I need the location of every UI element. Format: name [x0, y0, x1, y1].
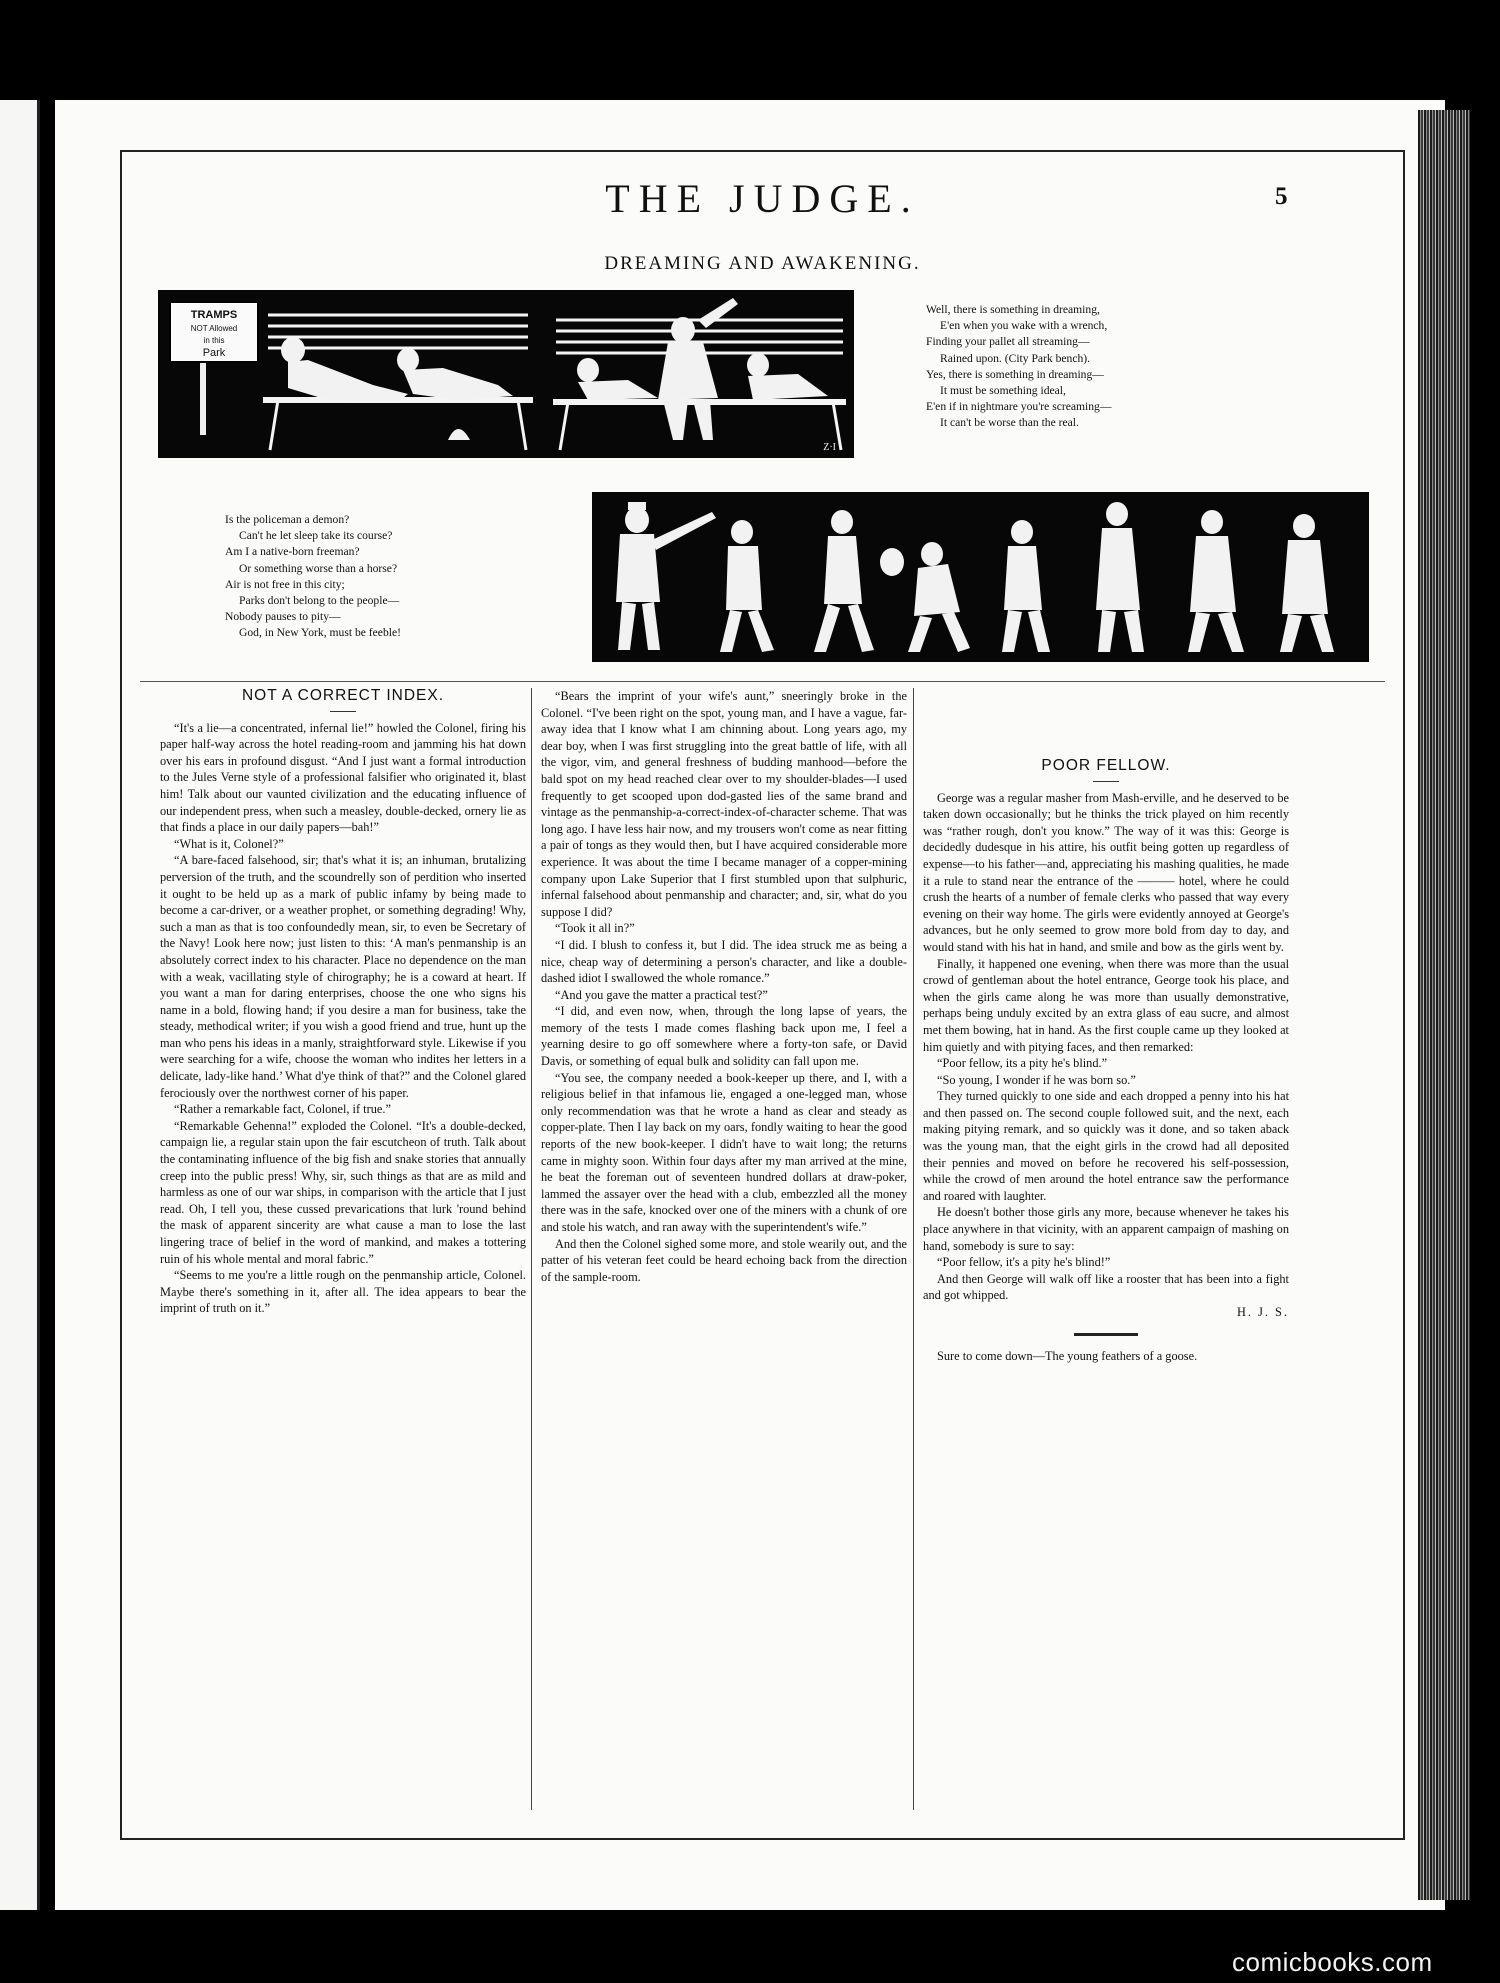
poem-line: Nobody pauses to pity—	[225, 610, 341, 624]
poem-line: Rained upon. (City Park bench).	[940, 351, 1091, 365]
paragraph: “Seems to me you're a little rough on the penmanship article, Colonel. Maybe there's something in it, after all. The idea appears to bear the imprint of truth on it.”	[160, 1268, 526, 1316]
paragraph: Finally, it happened one evening, when there was more than the usual crowd of gentleman about the hotel entrance, George took his place, and when the girls came along he was more than usually demonstrative, perhaps being unduly excited by an extra glass of eau sucre, and almost met them bowing, hat in hand. As the first couple came up they looked at him quietly and with pitying faces, and then remarked:	[923, 956, 1289, 1054]
sign-line-3: in this	[203, 336, 225, 345]
illustration-title: DREAMING AND AWAKENING.	[604, 253, 921, 274]
paragraph: “Remarkable Gehenna!” exploded the Colonel. “It's a double-decked, campaign lie, a regular stain upon the fair escutcheon of truth. Talk about the contaminating influence of the big fish and snake stories that annually creep into the public press! Why, sir, such things as that are as mild and harmless as one of our war ships, in comparison with the article that I just read. Oh, I tell you, these cussed prevarications that lurk 'round behind the mask of apparent sincerity are what cause a man to lose the last lingering trace of belief in the word of mankind, and makes a tottering ruin of his whole mental and moral fabric.”	[160, 1118, 526, 1266]
paragraph: “A bare-faced falsehood, sir; that's what it is; an inhuman, brutalizing perversion of the truth, and the scoundrelly son of perdition who inserted it ought to be held up as a mark of public infamy by being made to become a car-driver, or a weather prophet, or something degrading! Why, such a man as that is too confoundedly mean, sir, to even be Secretary of the Navy! Look here now; just listen to this: ‘A man's penmanship is an absolutely correct index to his character. Place no dependence on the man with a weak, vacillating style of chirography; he is a coward at heart. If you want a man for daring enterprises, choose the one who signs his name in a bold, flowing hand; if you desire a man for business, take the steady, methodical writer; if you wish a good friend and true, hunt up the man who pens his ideas in a manly, straightforward style. Likewise if you were searching for a wife, choose the woman who indites her letters in a delicate, lady-like hand.’ What d'ye think of that?” and the Colonel glared ferociously over the northwest corner of his paper.	[160, 853, 526, 1100]
column-2	[541, 688, 907, 1285]
paragraph: He doesn't bother those girls any more, because whenever he takes his place anywhere in that vicinity, with an apparent campaign of mashing on hand, somebody is sure to say:	[923, 1205, 1289, 1253]
title-rule	[330, 711, 356, 712]
poem-awakening	[225, 512, 555, 642]
paragraph: “Took it all in?”	[555, 921, 635, 936]
illustration-panel-dreaming	[158, 290, 854, 458]
column-3	[923, 688, 1289, 1364]
poem-line: Is the policeman a demon?	[225, 513, 350, 526]
column-divider	[913, 688, 914, 1810]
sign-line-1: TRAMPS	[190, 309, 238, 321]
article-title-poor-fellow: POOR FELLOW.	[1041, 757, 1171, 774]
signature: H. J. S.	[1236, 1305, 1289, 1319]
poem-line: E'en when you wake with a wrench,	[940, 319, 1108, 333]
poem-dreaming	[926, 302, 1256, 432]
poem-line: Air is not free in this city;	[225, 577, 345, 591]
paragraph: “I did. I blush to confess it, but I did. The idea struck me as being a nice, cheap way of determining a person's character, and like a double-dashed idiot I swallowed the whole romance.”	[541, 937, 907, 986]
paragraph: “It's a lie—a concentrated, infernal lie!” howled the Colonel, firing his paper half-way across the hotel reading-room and jamming his hat down over his ears in profound disgust. “And I just want a formal introduction to the Jules Verne style of a professional falsifier who originated it, blast him! Talk about our vaunted civilization and the educating influence of our independent press, when such a measley, double-decked, ornery lie as that finds a place in our daily papers—bah!”	[160, 720, 526, 835]
paragraph: “You see, the company needed a book-keeper up there, and I, with a religious belief in that infamous lie, engaged a one-legged man, whose only recommendation was that he wrote a hand as clear and steady as copper-plate. Then I lay back on my oars, fondly waiting to hear the good reports of the new book-keeper. I didn't have to wait long; the returns came in mighty soon. Within four days after my man arrived at the mine, he beat the foreman out of seventeen hundred dollars at draw-poker, lammed the assayer over the head with a club, embezzled all the money there was in the safe, knocked over one of the miners with a chunk of ore and stole his watch, and ran away with the superintendent's wife.”	[541, 1070, 907, 1234]
dreaming-illustration	[158, 290, 854, 458]
poem-line: Or something worse than a horse?	[239, 561, 398, 575]
paragraph: “Poor fellow, its a pity he's blind.”	[937, 1056, 1108, 1071]
paragraph: “I did, and even now, when, through the long lapse of years, the memory of the tests I made comes flashing back upon me, I feel a yearning desire to go off somewhere where a forty-ton safe, or David Davis, or something of equal bulk and solidity can fall upon me.	[541, 1004, 907, 1069]
page-number: 5	[1275, 183, 1288, 210]
column-divider	[531, 688, 532, 1810]
paragraph: “And you gave the matter a practical test?”	[555, 987, 768, 1002]
illustration-panel-awakening	[592, 492, 1369, 662]
paragraph: And then George will walk off like a rooster that has been into a fight and got whipped.	[923, 1271, 1289, 1303]
paragraph: “Bears the imprint of your wife's aunt,” sneeringly broke in the Colonel. “I've been right on the spot, young man, and I have a vague, far-away idea that I know what I am chinning about. Long years ago, my dear boy, when I was first struggling into the great battle of life, with all the vigor, vim, and general freshness of budding manhood—before the bald spot on my head reached clear over to my shoulder-blades—I used frequently to get scooped upon dod-gasted lies of the same brand and vintage as the penmanship-a-correct-index-of-character scheme. That was long ago. I have less hair now, and my trousers won't come as near fitting a pair of tongs as they would then, but I have acquired considerable more experience. It was about the time I became manager of a copper-mining company upon Lake Superior that I first stumbled upon that sulphuric, infernal falsehood about penmanship and character; and, sir, what do you suppose I did?	[541, 689, 907, 919]
column-1	[160, 688, 526, 1317]
poem-line: It must be something ideal,	[940, 384, 1066, 398]
poem-line: Well, there is something in dreaming,	[926, 303, 1100, 316]
section-rule	[140, 681, 1385, 682]
poem-line: Finding your pallet all streaming—	[926, 335, 1090, 349]
facing-page-edge	[0, 100, 40, 1910]
paragraph: “Poor fellow, it's a pity he's blind!”	[937, 1255, 1111, 1270]
poem-line: Am I a native-born freeman?	[225, 545, 360, 559]
poem-line: Yes, there is something in dreaming—	[926, 367, 1104, 381]
artist-initials: Z·I	[823, 442, 836, 453]
paragraph: And then the Colonel sighed some more, and stole wearily out, and the patter of his veteran feet could be heard echoing back from the direction of the sample-room.	[541, 1236, 907, 1284]
article-title-not-a-correct-index: NOT A CORRECT INDEX.	[241, 687, 445, 704]
poem-line: E'en if in nightmare you're screaming—	[926, 400, 1112, 414]
column-3-continuation-space	[923, 688, 1289, 758]
title-rule	[1093, 781, 1119, 782]
poem-line: Can't he let sleep take its course?	[239, 529, 393, 543]
separator-rule	[1074, 1333, 1138, 1336]
watermark: comicbooks.com	[1232, 1947, 1433, 1977]
paragraph: “So young, I wonder if he was born so.”	[937, 1072, 1136, 1087]
sign-line-4: Park	[202, 347, 226, 359]
policeman-procession-illustration	[592, 492, 1369, 662]
masthead: THE JUDGE.	[605, 176, 920, 221]
poem-line: God, in New York, must be feeble!	[239, 626, 401, 640]
page-stack-edge	[1418, 110, 1470, 1900]
poem-line: Parks don't belong to the people—	[239, 594, 400, 608]
filler-joke: Sure to come down—The young feathers of a goose.	[937, 1348, 1198, 1363]
poem-line: It can't be worse than the real.	[940, 416, 1079, 430]
paragraph: They turned quickly to one side and each dropped a penny into his hat and then passed on. The second couple followed suit, and the next, each making pitying remark, and so quickly was it done, and so taken aback was the young man, that the eight girls in the crowd had all deposited their pennies and moved on before he recovered his self-possession, while the crowd of men around the hotel entrance saw the performance and roared with laughter.	[923, 1089, 1289, 1203]
sign-line-2: NOT Allowed	[190, 324, 238, 333]
paragraph: “What is it, Colonel?”	[174, 836, 284, 851]
paragraph: “Rather a remarkable fact, Colonel, if true.”	[174, 1102, 391, 1117]
paragraph: George was a regular masher from Mash-erville, and he deserved to be taken down occasionally; but he thinks the trick played on him recently was “rather rough, don't you know.” The way of it was this: George is decidedly dudesque in his attire, his outfit being gotten up regardless of expense—to his father—and, appreciating his mashing qualities, he made it a rule to stand near the entrance of the ——— hotel, where he could crush the hearts of a number of female clerks who passed that way every evening on their way home. The girls were evidently annoyed at George's advances, but he only seemed to grow more bold from day to day, and would stand with his hat in hand, and smile and bow as the girls went by.	[923, 790, 1289, 954]
